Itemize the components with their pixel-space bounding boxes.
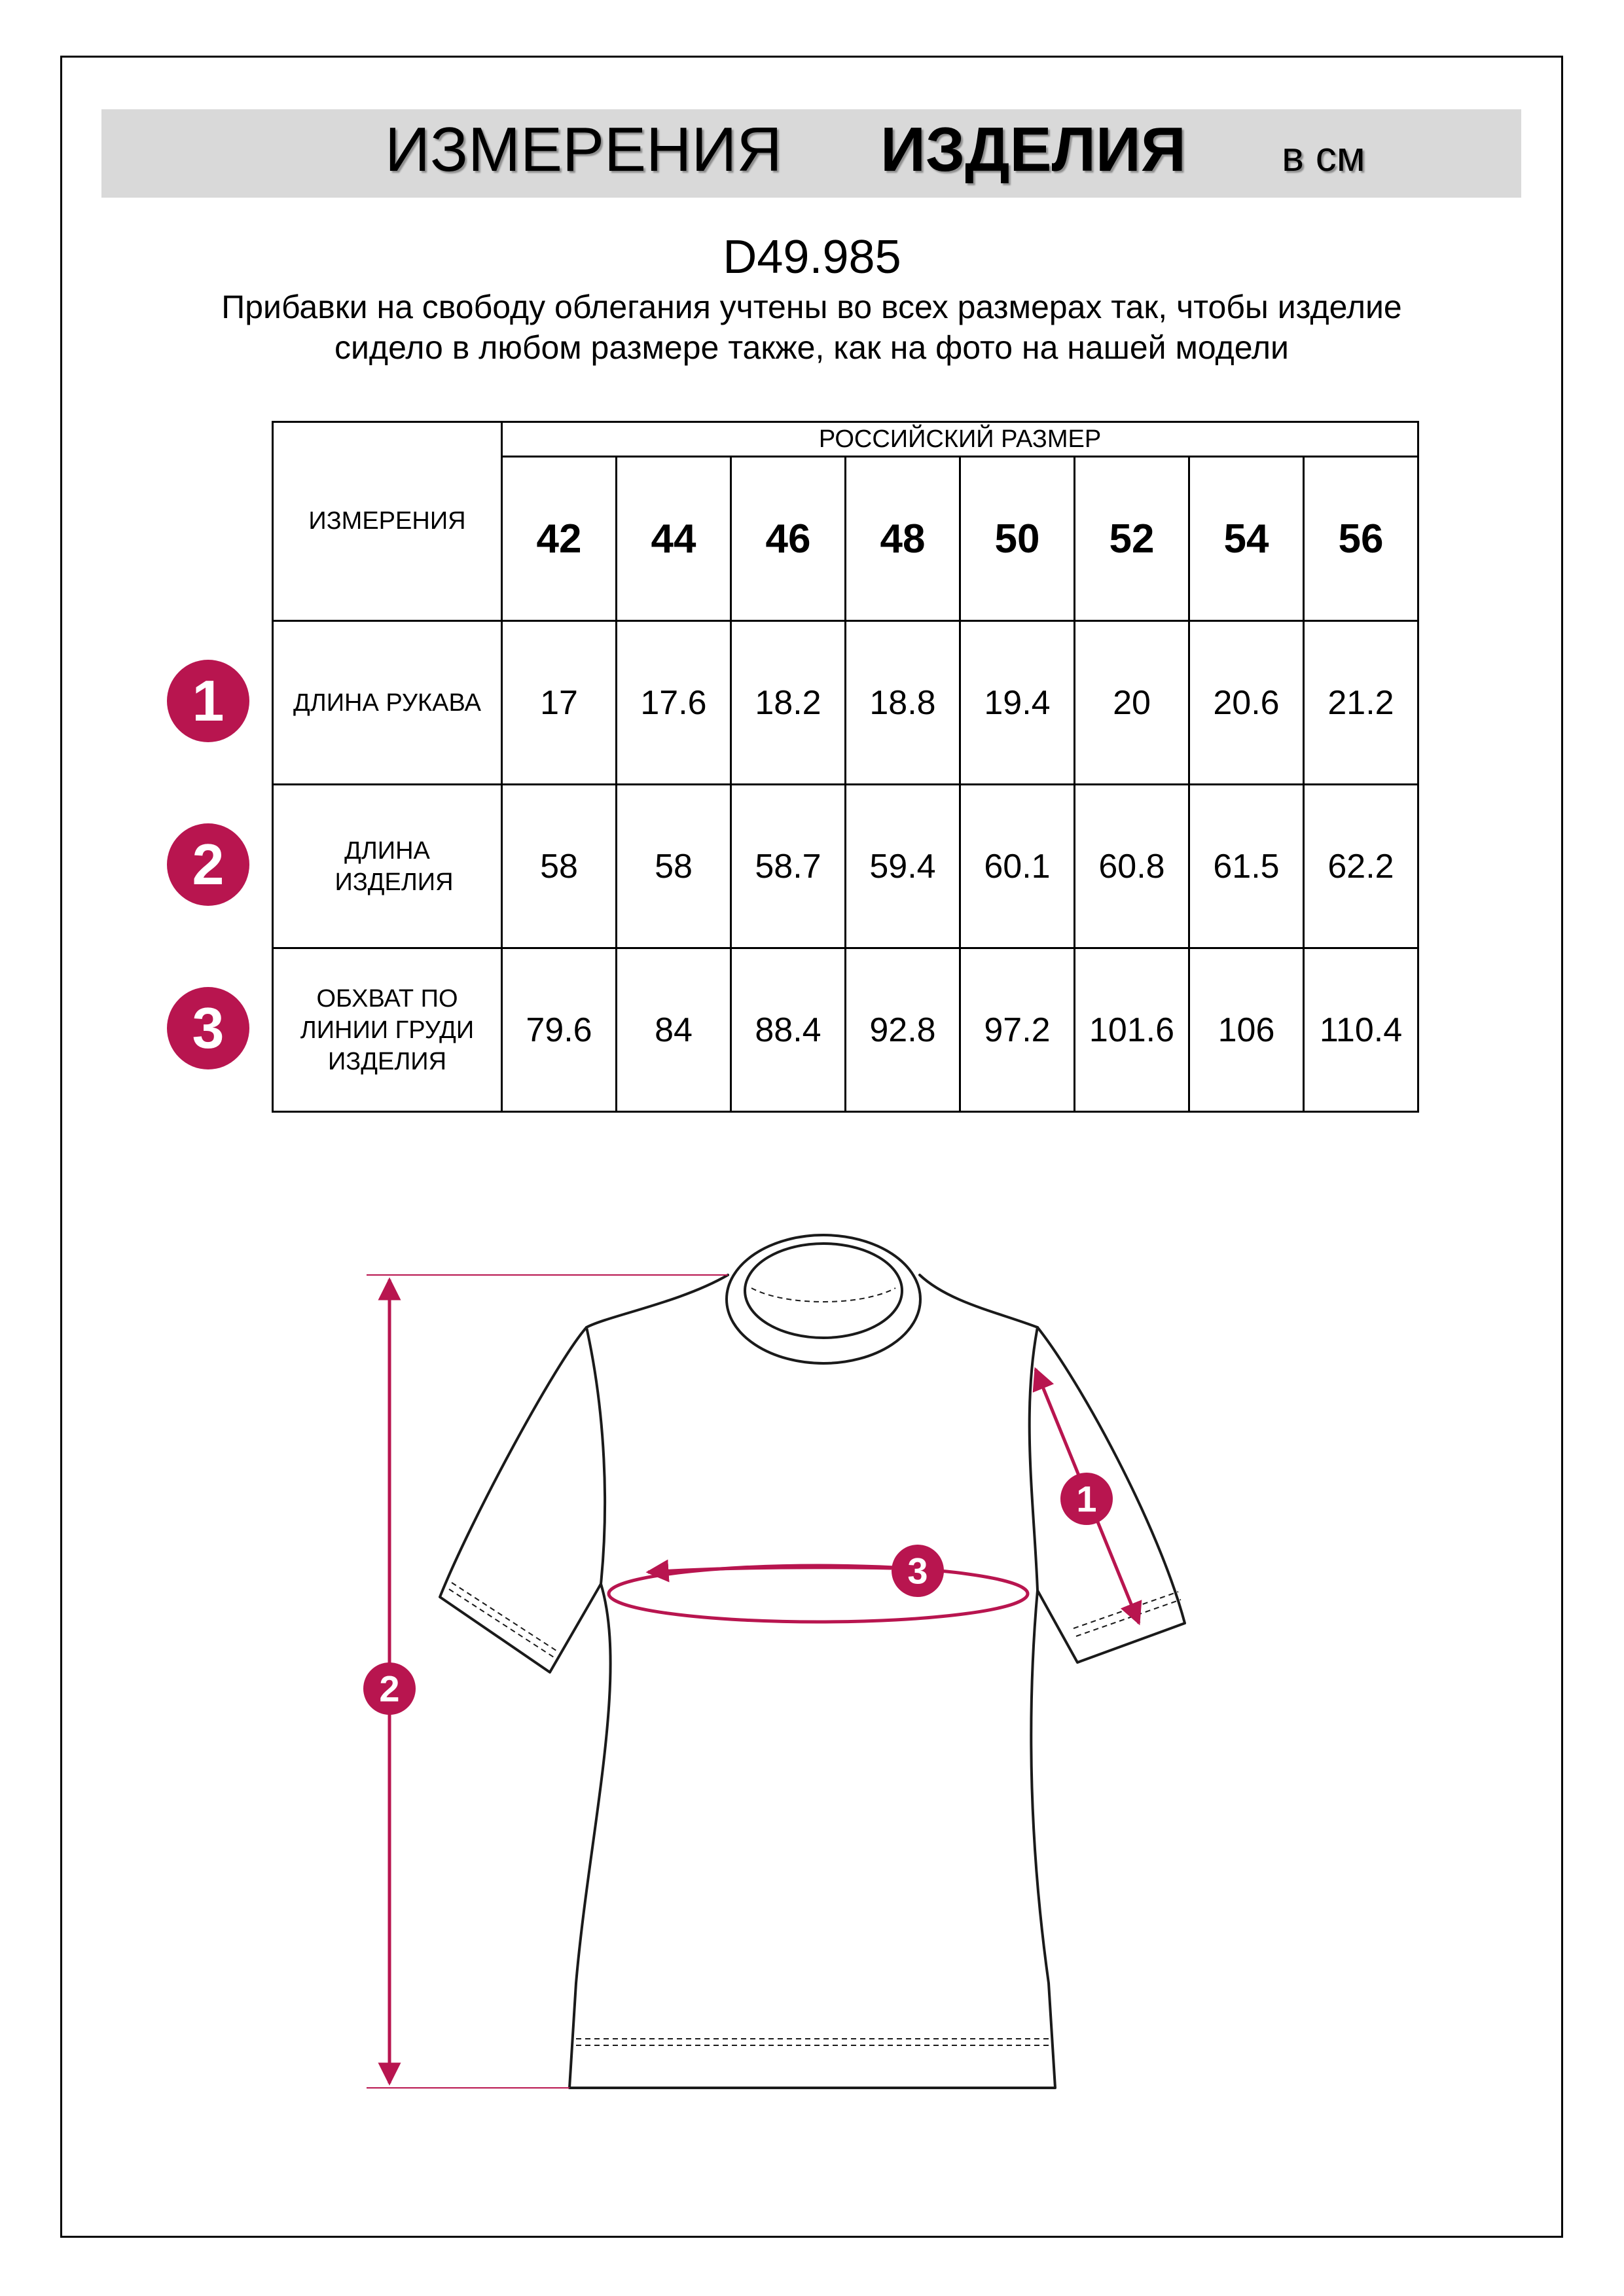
marker-1-label: 1 <box>1076 1478 1097 1520</box>
table-cell: 59.4 <box>846 785 960 948</box>
table-cell: 88.4 <box>731 948 846 1112</box>
row-badge-1: 1 <box>167 660 249 742</box>
fit-note: Прибавки на свободу облегания учтены во всех размерах так, чтобы изделие сидело в любом размере также, как на фото на нашей модели <box>221 289 1402 366</box>
tshirt-outline <box>440 1235 1185 2088</box>
table-cell: 58.7 <box>731 785 846 948</box>
table-cell: 60.8 <box>1075 785 1189 948</box>
diagram-marker-1 <box>1060 1473 1113 1525</box>
table-cell: 60.1 <box>960 785 1075 948</box>
table-cell: 106 <box>1189 948 1304 1112</box>
table-cell: 110.4 <box>1304 948 1418 1112</box>
table-cell: 92.8 <box>846 948 960 1112</box>
size-header: 52 <box>1075 457 1189 621</box>
table-cell: 97.2 <box>960 948 1075 1112</box>
table-cell: 58 <box>502 785 617 948</box>
size-header: 56 <box>1304 457 1418 621</box>
table-cell: 17 <box>502 621 617 785</box>
product-code: D49.985 <box>723 231 901 283</box>
measurement-guides <box>367 1275 1139 2088</box>
table-cell: 18.8 <box>846 621 960 785</box>
diagram-marker-3 <box>892 1545 944 1597</box>
diagram-marker-2 <box>363 1662 416 1715</box>
row-label-text: ОБХВАТ ПО ЛИНИИ ГРУДИ ИЗДЕЛИЯ <box>300 984 475 1075</box>
size-header: 44 <box>617 457 731 621</box>
row-label-text: ДЛИНА ИЗДЕЛИЯ <box>334 836 454 896</box>
table-cell: 17.6 <box>617 621 731 785</box>
size-system-header: РОССИЙСКИЙ РАЗМЕР <box>502 422 1418 457</box>
stitch-lines <box>449 1288 1181 2045</box>
marker-3-label: 3 <box>907 1550 928 1592</box>
row-badge-3: 3 <box>167 987 249 1069</box>
table-cell: 58 <box>617 785 731 948</box>
title-unit: в см <box>1282 133 1365 180</box>
size-header: 46 <box>731 457 846 621</box>
table-cell: 20.6 <box>1189 621 1304 785</box>
size-header: 50 <box>960 457 1075 621</box>
table-cell: 84 <box>617 948 731 1112</box>
table-cell: 19.4 <box>960 621 1075 785</box>
size-header: 54 <box>1189 457 1304 621</box>
marker-2-label: 2 <box>379 1668 400 1710</box>
table-cell: 101.6 <box>1075 948 1189 1112</box>
table-cell: 61.5 <box>1189 785 1304 948</box>
title-word-measurements: ИЗМЕРЕНИЯ <box>385 115 782 185</box>
table-cell: 79.6 <box>502 948 617 1112</box>
measurements-header: ИЗМЕРЕНИЯ <box>273 422 502 621</box>
size-header: 42 <box>502 457 617 621</box>
table-cell: 21.2 <box>1304 621 1418 785</box>
table-cell: 62.2 <box>1304 785 1418 948</box>
row-label-sleeve-length: ДЛИНА РУКАВА <box>273 621 502 785</box>
size-header: 48 <box>846 457 960 621</box>
table-cell: 20 <box>1075 621 1189 785</box>
title-word-product: ИЗДЕЛИЯ <box>880 115 1186 185</box>
row-badge-2: 2 <box>167 823 249 906</box>
table-cell: 18.2 <box>731 621 846 785</box>
